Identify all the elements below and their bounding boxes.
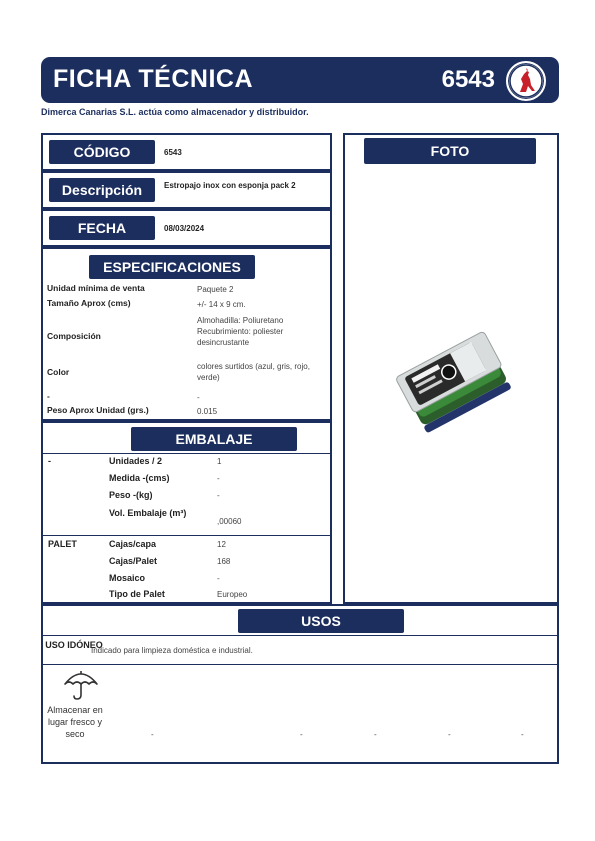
uso-idoneo-label: USO IDÓNEO bbox=[45, 640, 103, 650]
uso-idoneo-text: Indicado para limpieza doméstica e industrial. bbox=[91, 646, 253, 655]
spec-value-blank: - bbox=[197, 393, 200, 402]
usos-dash-1: - bbox=[151, 730, 154, 739]
usos-title: USOS bbox=[238, 609, 404, 633]
page-title: FICHA TÉCNICA bbox=[53, 65, 254, 93]
embalaje-title: EMBALAJE bbox=[131, 427, 297, 451]
product-photo bbox=[383, 325, 523, 435]
codigo-label: CÓDIGO bbox=[49, 140, 155, 164]
codigo-value: 6543 bbox=[164, 148, 182, 157]
descripcion-row bbox=[41, 171, 332, 209]
spec-value-color: colores surtidos (azul, gris, rojo, verde) bbox=[197, 362, 310, 382]
fecha-value: 08/03/2024 bbox=[164, 224, 205, 233]
spec-value-unidad: Paquete 2 bbox=[197, 285, 234, 294]
especificaciones-panel bbox=[41, 247, 332, 421]
header-banner bbox=[41, 57, 559, 103]
emb-value-cajas-palet: 168 bbox=[217, 557, 231, 566]
spec-value-composicion: Almohadilla: Poliuretano Recubrimiento: poliester desincrustante bbox=[197, 316, 284, 347]
usos-dash-2: - bbox=[300, 730, 303, 739]
spec-label-tamano: Tamaño Aprox (cms) bbox=[47, 298, 131, 308]
usos-divider-top bbox=[43, 635, 557, 636]
kangaroo-logo-icon bbox=[506, 61, 546, 101]
umbrella-icon bbox=[61, 668, 101, 702]
storage-text: Almacenar en lugar fresco y seco bbox=[47, 705, 103, 739]
distributor-note: Dimerca Canarias S.L. actúa como almacenador y distribuidor. bbox=[41, 107, 309, 117]
embalaje-group1-label: - bbox=[48, 456, 51, 466]
spec-label-peso: Peso Aprox Unidad (grs.) bbox=[47, 405, 149, 415]
emb-label-tipo-palet: Tipo de Palet bbox=[109, 589, 165, 599]
spec-label-color: Color bbox=[47, 367, 70, 377]
emb-label-cajas-capa: Cajas/capa bbox=[109, 539, 157, 549]
emb-label-peso: Peso -(kg) bbox=[109, 490, 153, 500]
spec-label-blank: - bbox=[47, 391, 50, 401]
usos-divider-mid bbox=[43, 664, 557, 665]
emb-value-peso: - bbox=[217, 491, 220, 500]
usos-dash-5: - bbox=[521, 730, 524, 739]
spec-value-peso: 0.015 bbox=[197, 407, 218, 416]
emb-label-mosaico: Mosaico bbox=[109, 573, 146, 583]
descripcion-value: Estropajo inox con esponja pack 2 bbox=[164, 181, 296, 190]
fecha-row bbox=[41, 209, 332, 247]
emb-label-volumen: Vol. Embalaje (m³) bbox=[109, 508, 187, 518]
emb-value-cajas-capa: 12 bbox=[217, 540, 226, 549]
product-code-heading: 6543 bbox=[441, 66, 495, 93]
fecha-label: FECHA bbox=[49, 216, 155, 240]
emb-value-tipo-palet: Europeo bbox=[217, 590, 248, 599]
emb-value-unidades: 1 bbox=[217, 457, 222, 466]
spec-label-unidad: Unidad mínima de venta bbox=[47, 283, 145, 293]
palet-divider bbox=[43, 535, 330, 536]
embalaje-divider bbox=[43, 453, 330, 454]
spec-label-composicion: Composición bbox=[47, 331, 101, 341]
spec-value-tamano: +/- 14 x 9 cm. bbox=[197, 300, 246, 309]
foto-label: FOTO bbox=[364, 138, 536, 164]
emb-label-cajas-palet: Cajas/Palet bbox=[109, 556, 158, 566]
embalaje-group2-label: PALET bbox=[48, 539, 77, 549]
emb-value-volumen: ,00060 bbox=[217, 517, 242, 526]
usos-dash-4: - bbox=[448, 730, 451, 739]
usos-dash-3: - bbox=[374, 730, 377, 739]
emb-value-medida: - bbox=[217, 474, 220, 483]
especificaciones-title: ESPECIFICACIONES bbox=[89, 255, 255, 279]
emb-label-unidades: Unidades / 2 bbox=[109, 456, 163, 466]
codigo-row bbox=[41, 133, 332, 171]
embalaje-panel bbox=[41, 421, 332, 604]
foto-panel bbox=[343, 133, 559, 604]
usos-panel bbox=[41, 604, 559, 764]
emb-value-mosaico: - bbox=[217, 574, 220, 583]
descripcion-label: Descripción bbox=[49, 178, 155, 202]
emb-label-medida: Medida -(cms) bbox=[109, 473, 170, 483]
